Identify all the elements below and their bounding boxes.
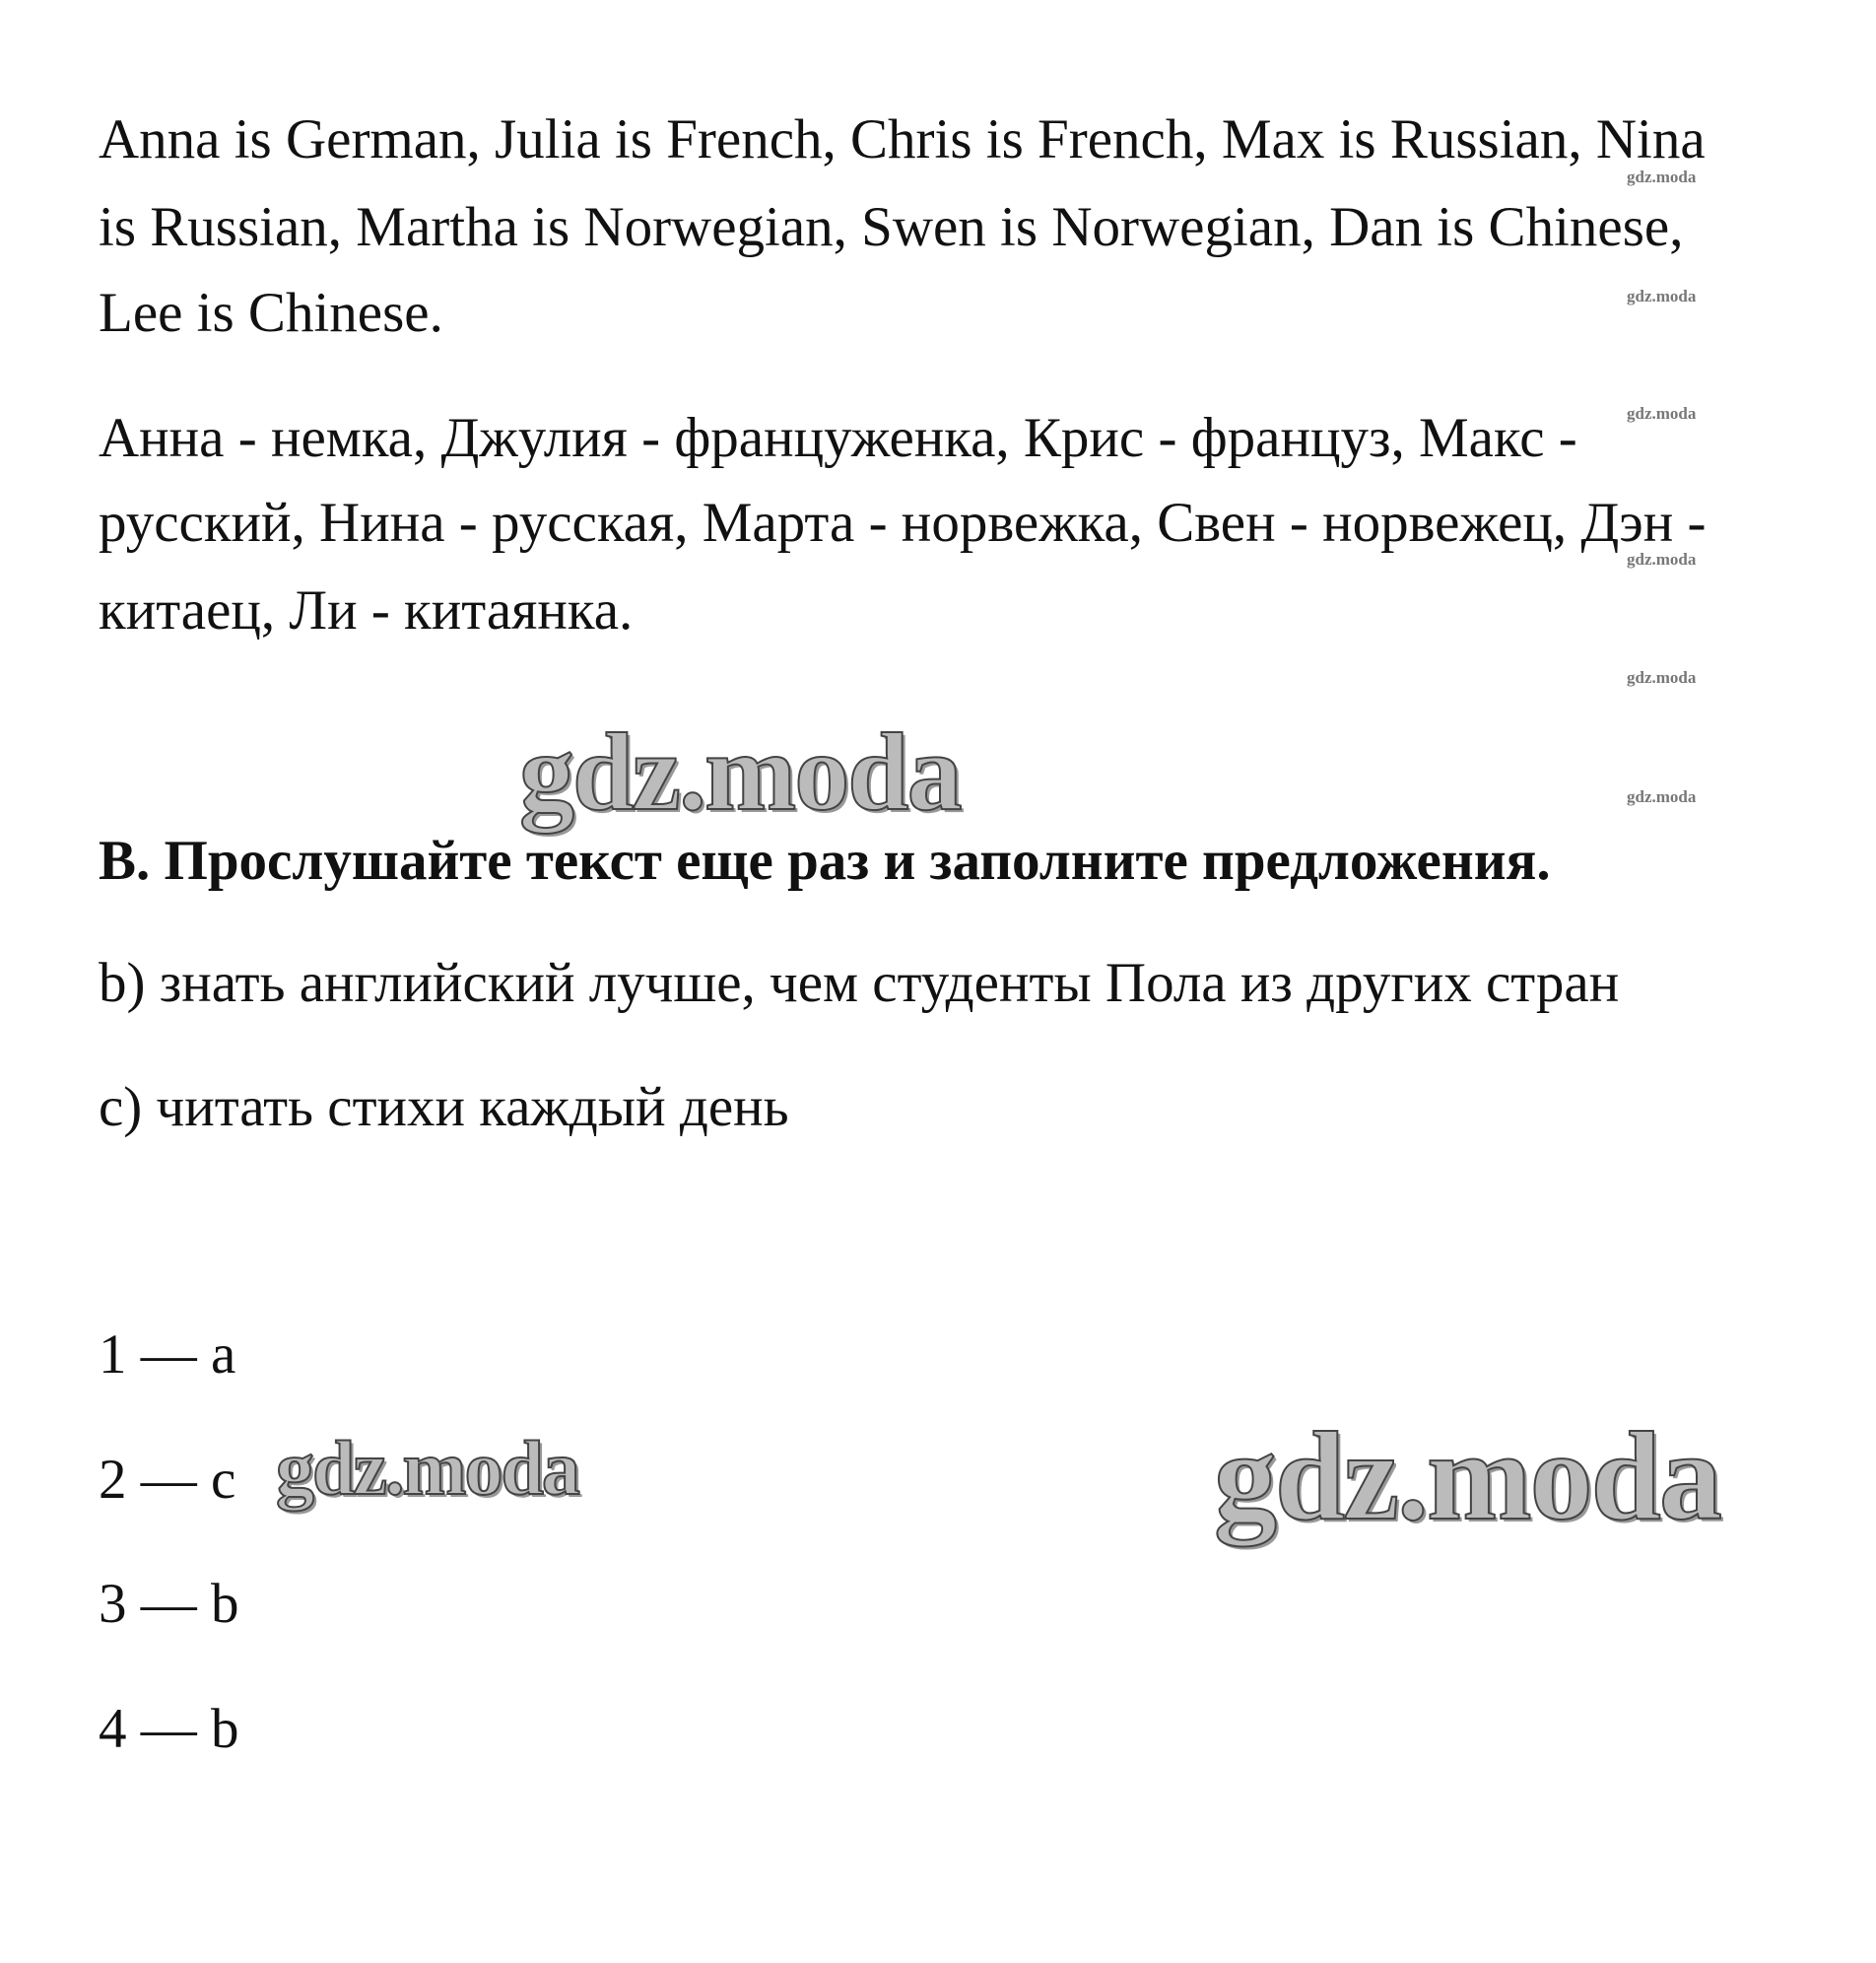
watermark-large: gdz.moda: [519, 711, 961, 834]
watermark-medium: gdz.moda: [276, 1425, 578, 1511]
russian-line: китаец, Ли - китаянка.: [99, 579, 634, 642]
english-line: Anna is German, Julia is French, Chris is French, Max is Russian, Nina: [99, 108, 1706, 170]
answer-4: 4 — b: [99, 1698, 239, 1760]
watermark-small: gdz.moda: [1627, 168, 1697, 186]
watermark-small: gdz.moda: [1627, 404, 1697, 423]
option-c: c) читать стихи каждый день: [99, 1076, 789, 1138]
watermark-small: gdz.moda: [1627, 787, 1697, 806]
russian-line: Анна - немка, Джулия - француженка, Крис - француз, Макс -: [99, 407, 1577, 469]
answer-3: 3 — b: [99, 1573, 239, 1635]
option-b: b) знать английский лучше, чем студенты Пола из других стран: [99, 952, 1620, 1014]
answer-1: 1 — a: [99, 1323, 236, 1386]
answer-2: 2 — c: [99, 1449, 236, 1511]
section-heading: B. Прослушайте текст еще раз и заполните предложения.: [99, 830, 1551, 892]
english-line: is Russian, Martha is Norwegian, Swen is Norwegian, Dan is Chinese,: [99, 196, 1684, 258]
watermark-large: gdz.moda: [1214, 1406, 1720, 1546]
watermark-small: gdz.moda: [1627, 668, 1697, 687]
russian-line: русский, Нина - русская, Марта - норвежка, Свен - норвежец, Дэн -: [99, 492, 1707, 554]
watermark-small: gdz.moda: [1627, 550, 1697, 569]
watermark-small: gdz.moda: [1627, 287, 1697, 305]
english-line: Lee is Chinese.: [99, 282, 443, 344]
